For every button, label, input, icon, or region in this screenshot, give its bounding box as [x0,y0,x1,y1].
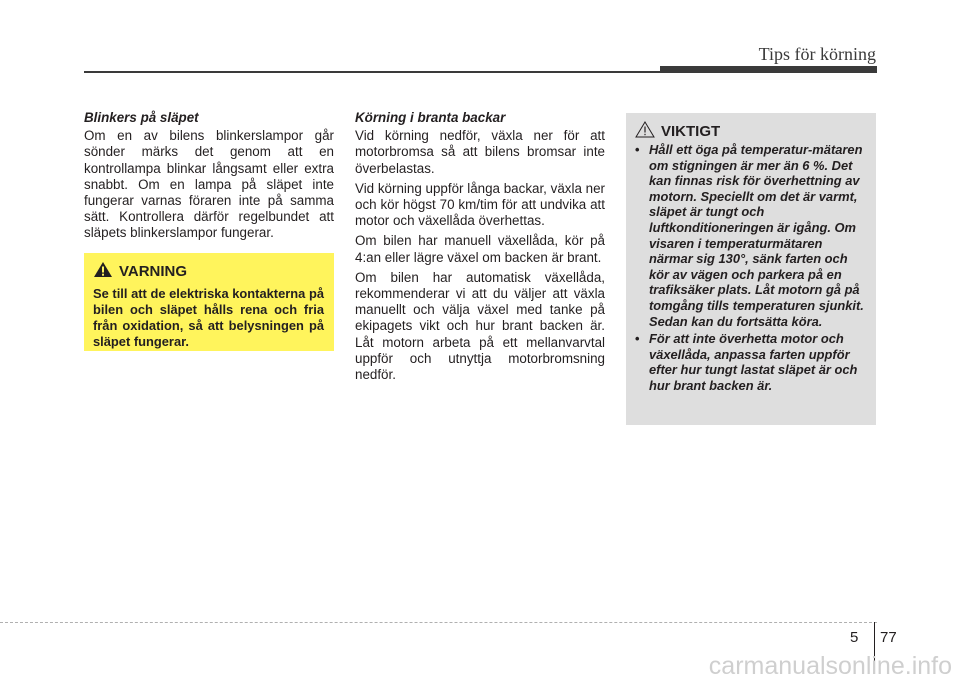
important-item-text: För att inte överhetta motor och växellåda, anpassa farten uppför efter hur tungt lastat släpet är och hur brant backen är. [649,331,858,393]
trailer-blinkers-heading: Blinkers på släpet [84,110,199,125]
warning-triangle-icon [93,261,113,282]
warning-title: VARNING [119,263,188,280]
important-list [635,142,867,394]
important-item-text: Håll ett öga på temperatur-mätaren om stigningen är mer än 6 %. Det kan finnas risk för överhettning av motorn. Speciellt om det är varmt, släpet är tungt och luftkonditioneringen är igång. Om visaren i temperaturmätaren närmar sig 130°, sänk farten och kör av vägen och parkera på en trafiksäker plats. Låt motorn gå på tomgång tills temperaturen sjunkit. Sedan kan du fortsätta köra. [649,142,864,329]
bullet-icon: • [635,331,640,347]
bullet-icon: • [635,142,640,157]
caution-triangle-icon [635,121,655,142]
page-number: 77 [880,629,897,646]
important-box [626,113,876,425]
steep-hills-paragraph: Vid körning nedför, växla ner för att motorbromsa så att bilens bromsar inte överbelastas. [355,128,605,176]
column-middle [355,110,605,387]
important-item [635,331,867,393]
watermark: carmanualsonline.info [708,652,952,680]
chapter-number: 5 [850,629,859,646]
trailer-blinkers-paragraph: Om en av bilens blinkerslampor går sönder märks det genom att en kontrollampa blinkar långsamt eller extra snabbt. Om en lampa på släpet inte fungerar varnas föraren inte på samma sätt. Kontrollera därför regelbundet att släpets blinkerslampor fungerar. [84,128,334,241]
steep-hills-paragraph: Vid körning uppför långa backar, växla ner och kör högst 70 km/tim för att undvika att motor och växellåda överhettas. [355,180,605,229]
steep-hills-paragraph: Om bilen har manuell växellåda, kör på 4:an eller lägre växel om backen är brant. [355,233,605,265]
footer-rule [0,622,877,623]
important-item [635,142,867,329]
important-title: VIKTIGT [661,123,721,140]
steep-hills-heading: Körning i branta backar [355,110,506,125]
warning-text: Se till att de elektriska kontakterna på bilen och släpet hålls rena och fria från oxidation, så att belysningen på släpet fungerar. [93,286,324,349]
header-rule [84,71,660,73]
steep-hills-paragraph: Om bilen har automatisk växellåda, rekommenderar vi att du väljer att växla manuellt och välja växel med tanke på ekipagets vikt och hur brant backen är. Låt motorn arbeta på ett mellanvarvtal uppför och utnyttja motorbromsning nedför. [355,269,605,383]
warning-box [84,253,334,351]
column-left [84,110,334,246]
important-header [635,121,867,142]
header-rule-accent [660,66,877,73]
warning-header [93,261,324,282]
section-title: Tips för körning [758,44,876,64]
